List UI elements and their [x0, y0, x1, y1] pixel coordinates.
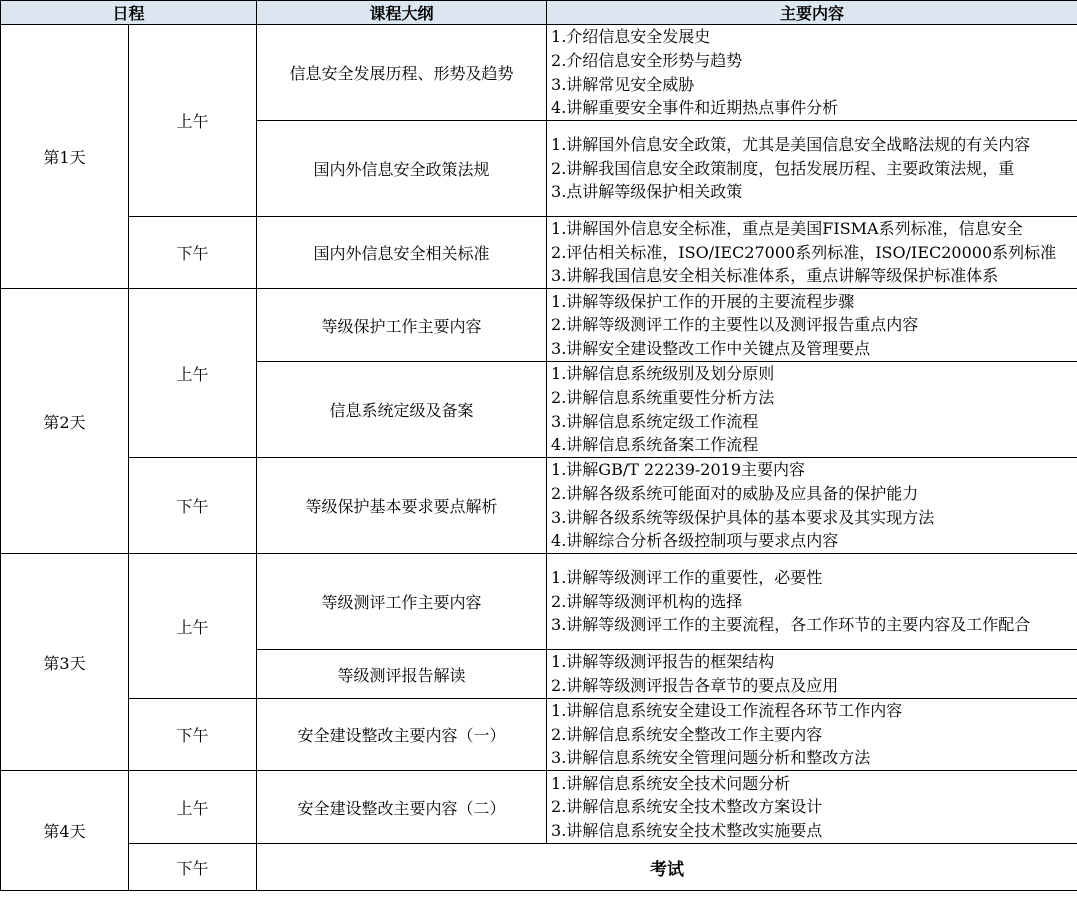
content-item: 3.点讲解等级保护相关政策 [551, 182, 743, 202]
content-item: 4.讲解综合分析各级控制项与要求点内容 [551, 531, 839, 551]
table-row [1, 699, 1077, 771]
content-item: 2.讲解信息系统重要性分析方法 [551, 387, 775, 407]
content-item: 1.讲解信息系统安全技术问题分析 [551, 773, 791, 793]
table-row [1, 844, 1077, 891]
content-item: 2.评估相关标准，ISO/IEC27000系列标准，ISO/IEC20000系列标准 [551, 242, 1057, 262]
content-item: 2.讲解等级测评机构的选择 [551, 591, 743, 611]
period-label: 上午 [129, 771, 257, 844]
content-item: 3.讲解信息系统安全技术整改实施要点 [551, 820, 823, 840]
topic-content [547, 650, 1077, 699]
content-item: 3.讲解信息系统定级工作流程 [551, 411, 759, 431]
table-row [1, 554, 1077, 650]
content-item: 3.讲解我国信息安全相关标准体系，重点讲解等级保护标准体系 [551, 266, 999, 286]
content-item: 2.讲解我国信息安全政策制度，包括发展历程、主要政策法规，重 [551, 158, 1015, 178]
period-label: 上午 [129, 289, 257, 458]
header-content: 主要内容 [547, 1, 1077, 25]
content-item: 1.讲解等级保护工作的开展的主要流程步骤 [551, 291, 855, 311]
topic-content [547, 289, 1077, 362]
topic-title: 等级测评工作主要内容 [257, 554, 547, 650]
content-item: 1.讲解GB/T 22239-2019主要内容 [551, 460, 805, 480]
content-item: 2.讲解信息系统安全技术整改方案设计 [551, 797, 823, 817]
content-item: 3.讲解信息系统安全管理问题分析和整改方法 [551, 748, 871, 768]
header-outline: 课程大纲 [257, 1, 547, 25]
content-item: 1.讲解信息系统安全建设工作流程各环节工作内容 [551, 701, 903, 721]
day-label: 第3天 [1, 554, 129, 771]
content-item: 1.讲解等级测评报告的框架结构 [551, 652, 775, 672]
table-row [1, 217, 1077, 289]
period-label: 下午 [129, 844, 257, 891]
topic-title: 信息安全发展历程、形势及趋势 [257, 25, 547, 121]
content-item: 3.讲解常见安全威胁 [551, 74, 695, 94]
topic-content [547, 121, 1077, 217]
content-item: 1.讲解国外信息安全政策，尤其是美国信息安全战略法规的有关内容 [551, 135, 1031, 155]
topic-content [547, 699, 1077, 771]
content-item: 1.介绍信息安全发展史 [551, 27, 711, 47]
content-item: 3.讲解等级测评工作的主要流程，各工作环节的主要内容及工作配合 [551, 615, 1031, 635]
day-label: 第2天 [1, 289, 129, 554]
exam-cell: 考试 [257, 844, 1077, 891]
content-item: 4.讲解信息系统备案工作流程 [551, 435, 759, 455]
content-item: 4.讲解重要安全事件和近期热点事件分析 [551, 98, 839, 118]
topic-title: 安全建设整改主要内容（二） [257, 771, 547, 844]
content-item: 1.讲解等级测评工作的重要性，必要性 [551, 568, 823, 588]
topic-title: 等级保护基本要求要点解析 [257, 458, 547, 554]
content-item: 1.讲解信息系统级别及划分原则 [551, 364, 775, 384]
content-item: 2.讲解等级测评报告各章节的要点及应用 [551, 676, 839, 695]
topic-title: 安全建设整改主要内容（一） [257, 699, 547, 771]
period-label: 下午 [129, 458, 257, 554]
topic-content [547, 771, 1077, 844]
period-label: 上午 [129, 554, 257, 699]
topic-content [547, 458, 1077, 554]
period-label: 上午 [129, 25, 257, 217]
day-label: 第4天 [1, 771, 129, 891]
topic-content [547, 362, 1077, 458]
topic-title: 国内外信息安全相关标准 [257, 217, 547, 289]
table-row [1, 458, 1077, 554]
content-item: 2.介绍信息安全形势与趋势 [551, 50, 743, 70]
content-item: 2.讲解信息系统安全整改工作主要内容 [551, 724, 823, 744]
table-row [1, 771, 1077, 844]
period-label: 下午 [129, 699, 257, 771]
topic-content [547, 554, 1077, 650]
topic-content [547, 217, 1077, 289]
table-row [1, 289, 1077, 362]
period-label: 下午 [129, 217, 257, 289]
table-row [1, 25, 1077, 121]
content-item: 3.讲解各级系统等级保护具体的基本要求及其实现方法 [551, 507, 935, 527]
topic-title: 等级保护工作主要内容 [257, 289, 547, 362]
topic-title: 国内外信息安全政策法规 [257, 121, 547, 217]
topic-content [547, 25, 1077, 121]
content-item: 1.讲解国外信息安全标准，重点是美国FISMA系列标准，信息安全 [551, 219, 1023, 239]
header-schedule: 日程 [1, 1, 257, 25]
content-item: 2.讲解各级系统可能面对的威胁及应具备的保护能力 [551, 483, 919, 503]
content-item: 3.讲解安全建设整改工作中关键点及管理要点 [551, 338, 871, 358]
topic-title: 等级测评报告解读 [257, 650, 547, 699]
content-item: 2.讲解等级测评工作的主要性以及测评报告重点内容 [551, 315, 919, 335]
day-label: 第1天 [1, 25, 129, 289]
topic-title: 信息系统定级及备案 [257, 362, 547, 458]
header-row [1, 1, 1077, 25]
